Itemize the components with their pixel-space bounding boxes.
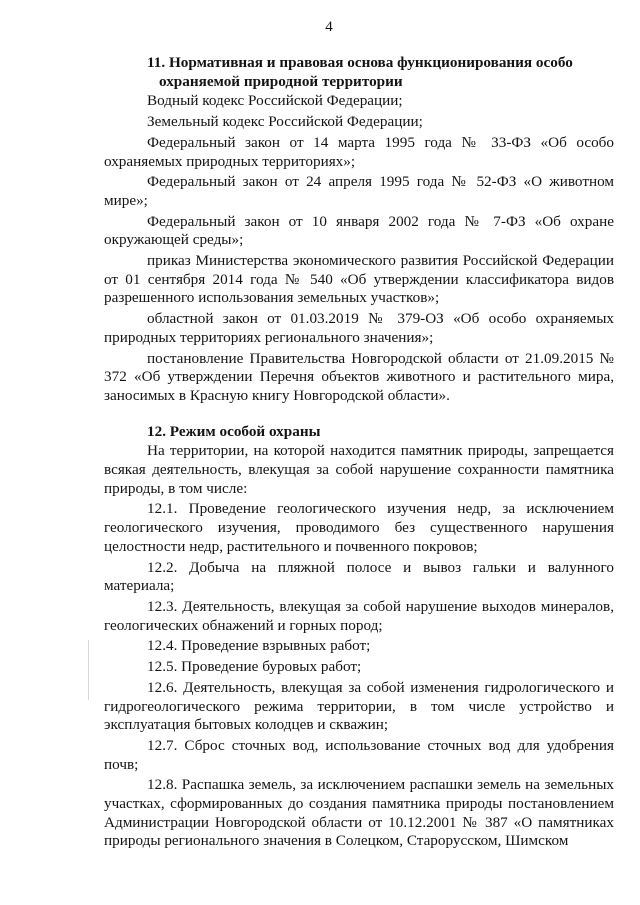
law-item: приказ Министерства экономического развития Российской Федерации от 01 сентября 2014 года № 540 «Об утверждении классификатора видов разрешенного использования земельных участков»;	[104, 252, 614, 307]
prohibition-item: 12.2. Добыча на пляжной полосе и вывоз гальки и валунного материала;	[104, 558, 614, 595]
prohibition-item: 12.1. Проведение геологического изучения недр, за исключением геологического изучения, проводимого без существенного нарушения целостности недр, растительного и почвенного покровов;	[104, 500, 614, 555]
section-12-intro: На территории, на которой находится памятник природы, запрещается всякая деятельность, влекущая за собой нарушение сохранности памятника природы, в том числе:	[104, 442, 614, 497]
section-11-heading-line1: 11. Нормативная и правовая основа функционирования особо	[147, 54, 573, 71]
document-page	[104, 0, 614, 905]
prohibition-item: 12.5. Проведение буровых работ;	[147, 658, 362, 676]
prohibition-item: 12.3. Деятельность, влекущая за собой нарушение выходов минералов, геологических обнажений и горных пород;	[104, 597, 614, 634]
section-11-heading	[104, 54, 614, 91]
prohibition-item: 12.4. Проведение взрывных работ;	[147, 637, 371, 655]
prohibition-item: 12.7. Сброс сточных вод, использование сточных вод для удобрения почв;	[104, 736, 614, 773]
scan-margin-mark	[88, 640, 89, 700]
section-11-heading-line2: охраняемой природной территории	[159, 72, 403, 90]
law-item: Водный кодекс Российской Федерации;	[147, 92, 403, 110]
law-item: Земельный кодекс Российской Федерации;	[147, 113, 423, 131]
law-item: Федеральный закон от 24 апреля 1995 года № 52-ФЗ «О животном мире»;	[104, 173, 614, 209]
prohibition-item: 12.6. Деятельность, влекущая за собой изменения гидрологического и гидрогеологического режима территории, в том числе устройство и эксплуатация бытовых колодцев и скважин;	[104, 678, 614, 734]
page-number: 4	[325, 19, 333, 35]
law-item: Федеральный закон от 14 марта 1995 года № 33-ФЗ «Об особо охраняемых природных территориях»;	[104, 133, 614, 170]
law-item: постановление Правительства Новгородской области от 21.09.2015 № 372 «Об утверждении Перечня объектов животного и растительного мира, заносимых в Красную книгу Новгородской области».	[104, 349, 614, 404]
section-12-heading: 12. Режим особой охраны	[147, 422, 321, 440]
document-content	[104, 54, 614, 851]
law-item: областной закон от 01.03.2019 № 379-ОЗ «Об особо охраняемых природных территориях регионального значения»;	[104, 310, 614, 346]
law-item: Федеральный закон от 10 января 2002 года № 7-ФЗ «Об охране окружающей среды»;	[104, 212, 614, 249]
prohibition-item: 12.8. Распашка земель, за исключением распашки земель на земельных участках, сформированных до создания памятника природы постановлением Администрации Новгородской области от 10.12.2001 № 387 «О памятниках природы регионального значения в Солецком, Старорусском, Шимском	[104, 776, 614, 850]
